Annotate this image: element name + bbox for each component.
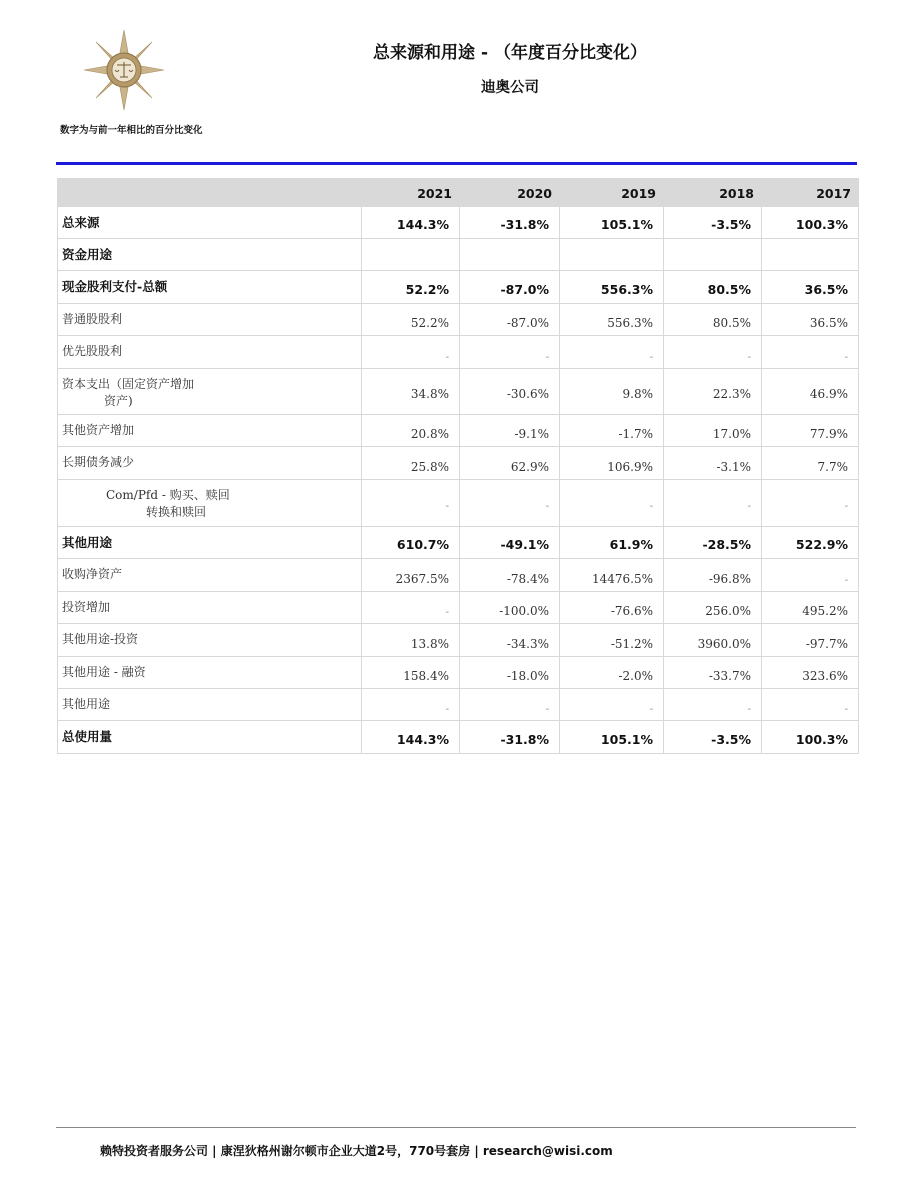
row-label: 总使用量 <box>58 721 362 754</box>
row-label: 其他用途 <box>58 527 362 559</box>
cell-value: 144.3% <box>362 721 460 754</box>
cell-value: -18.0% <box>460 657 560 689</box>
table-row <box>58 447 859 480</box>
cell-value: -51.2% <box>560 624 664 657</box>
cell-value: - <box>460 689 560 721</box>
table-row <box>58 271 859 304</box>
table-row <box>58 369 859 415</box>
cell-value: - <box>460 480 560 527</box>
cell-value: 556.3% <box>560 304 664 336</box>
cell-value: 323.6% <box>762 657 859 689</box>
row-label-line2: 转换和赎回 <box>146 505 207 519</box>
table-row <box>58 415 859 447</box>
table-row <box>58 527 859 559</box>
cell-value: - <box>762 689 859 721</box>
row-label-line2: 资产) <box>104 394 133 408</box>
cell-value: 105.1% <box>560 207 664 239</box>
table-row <box>58 592 859 624</box>
cell-value: 3960.0% <box>664 624 762 657</box>
cell-value: 610.7% <box>362 527 460 559</box>
row-label: 总来源 <box>58 207 362 239</box>
row-label: 资金用途 <box>58 239 362 271</box>
company-logo <box>84 30 164 110</box>
cell-value: - <box>362 480 460 527</box>
cell-value: -96.8% <box>664 559 762 592</box>
cell-value <box>362 239 460 271</box>
cell-value: 36.5% <box>762 304 859 336</box>
table-row <box>58 239 859 271</box>
cell-value: - <box>362 336 460 369</box>
cell-value: 17.0% <box>664 415 762 447</box>
cell-value: - <box>762 480 859 527</box>
cell-value: 34.8% <box>362 369 460 415</box>
cell-value: - <box>762 336 859 369</box>
cell-value: - <box>762 559 859 592</box>
table-row <box>58 480 859 527</box>
cell-value: -2.0% <box>560 657 664 689</box>
cell-value: -3.5% <box>664 721 762 754</box>
cell-value: 495.2% <box>762 592 859 624</box>
cell-value: - <box>664 336 762 369</box>
header-label-cell <box>58 179 362 207</box>
table-row <box>58 559 859 592</box>
table-row <box>58 336 859 369</box>
row-label <box>58 480 362 527</box>
cell-value: -9.1% <box>460 415 560 447</box>
table-row <box>58 304 859 336</box>
cell-value: 52.2% <box>362 271 460 304</box>
cell-value: - <box>560 336 664 369</box>
cell-value: 556.3% <box>560 271 664 304</box>
cell-value: 46.9% <box>762 369 859 415</box>
cell-value: 105.1% <box>560 721 664 754</box>
cell-value: 80.5% <box>664 304 762 336</box>
cell-value: 13.8% <box>362 624 460 657</box>
year-header: 2020 <box>460 179 560 207</box>
cell-value: -31.8% <box>460 721 560 754</box>
cell-value: 256.0% <box>664 592 762 624</box>
cell-value: 80.5% <box>664 271 762 304</box>
table-row <box>58 624 859 657</box>
subtitle-note: 数字为与前一年相比的百分比变化 <box>60 125 203 136</box>
cell-value: -3.5% <box>664 207 762 239</box>
cell-value: 52.2% <box>362 304 460 336</box>
cell-value: -3.1% <box>664 447 762 480</box>
cell-value: -76.6% <box>560 592 664 624</box>
cell-value: -31.8% <box>460 207 560 239</box>
cell-value: 9.8% <box>560 369 664 415</box>
cell-value: 20.8% <box>362 415 460 447</box>
cell-value: 25.8% <box>362 447 460 480</box>
row-label: 收购净资产 <box>58 559 362 592</box>
cell-value: - <box>460 336 560 369</box>
row-label: 投资增加 <box>58 592 362 624</box>
cell-value: -1.7% <box>560 415 664 447</box>
cell-value: 100.3% <box>762 721 859 754</box>
row-label: 其他用途 <box>58 689 362 721</box>
cell-value: 100.3% <box>762 207 859 239</box>
cell-value <box>664 239 762 271</box>
table-row <box>58 689 859 721</box>
cell-value: 36.5% <box>762 271 859 304</box>
cell-value: - <box>362 592 460 624</box>
year-header: 2017 <box>762 179 859 207</box>
row-label: 长期债务减少 <box>58 447 362 480</box>
cell-value: 22.3% <box>664 369 762 415</box>
row-label: 普通股股利 <box>58 304 362 336</box>
cell-value: 522.9% <box>762 527 859 559</box>
cell-value: -87.0% <box>460 304 560 336</box>
header-divider <box>56 162 857 165</box>
row-label-line1: 资本支出（固定资产增加 <box>62 377 195 391</box>
year-header: 2021 <box>362 179 460 207</box>
table-header-row <box>58 179 859 207</box>
cell-value: 77.9% <box>762 415 859 447</box>
footer-divider <box>56 1127 856 1128</box>
cell-value: - <box>560 480 664 527</box>
table-row <box>58 721 859 754</box>
row-label: 其他用途-投资 <box>58 624 362 657</box>
cell-value <box>560 239 664 271</box>
cell-value: 62.9% <box>460 447 560 480</box>
page-title: 总来源和用途 - （年度百分比变化） <box>373 43 647 63</box>
cell-value: - <box>362 689 460 721</box>
row-label: 其他资产增加 <box>58 415 362 447</box>
cell-value: -33.7% <box>664 657 762 689</box>
sources-uses-table <box>57 178 859 754</box>
cell-value: -34.3% <box>460 624 560 657</box>
table-row <box>58 207 859 239</box>
cell-value: - <box>664 480 762 527</box>
cell-value: 106.9% <box>560 447 664 480</box>
year-header: 2018 <box>664 179 762 207</box>
cell-value: -30.6% <box>460 369 560 415</box>
row-label: 其他用途 - 融资 <box>58 657 362 689</box>
row-label <box>58 369 362 415</box>
cell-value: -87.0% <box>460 271 560 304</box>
cell-value: 158.4% <box>362 657 460 689</box>
cell-value: -49.1% <box>460 527 560 559</box>
cell-value: - <box>664 689 762 721</box>
cell-value: -78.4% <box>460 559 560 592</box>
cell-value: -97.7% <box>762 624 859 657</box>
cell-value <box>762 239 859 271</box>
cell-value: 61.9% <box>560 527 664 559</box>
cell-value: -28.5% <box>664 527 762 559</box>
cell-value: - <box>560 689 664 721</box>
table-row <box>58 657 859 689</box>
cell-value: 2367.5% <box>362 559 460 592</box>
cell-value: 144.3% <box>362 207 460 239</box>
cell-value: 14476.5% <box>560 559 664 592</box>
row-label: 优先股股利 <box>58 336 362 369</box>
row-label: 现金股利支付-总额 <box>58 271 362 304</box>
company-name: 迪奥公司 <box>481 80 539 96</box>
footer-contact: 赖特投资者服务公司 | 康涅狄格州谢尔顿市企业大道2号，770号套房 | research@wisi.com <box>100 1144 613 1158</box>
row-label-line1: Com/Pfd - 购买、赎回 <box>106 488 230 502</box>
cell-value <box>460 239 560 271</box>
year-header: 2019 <box>560 179 664 207</box>
cell-value: 7.7% <box>762 447 859 480</box>
cell-value: -100.0% <box>460 592 560 624</box>
